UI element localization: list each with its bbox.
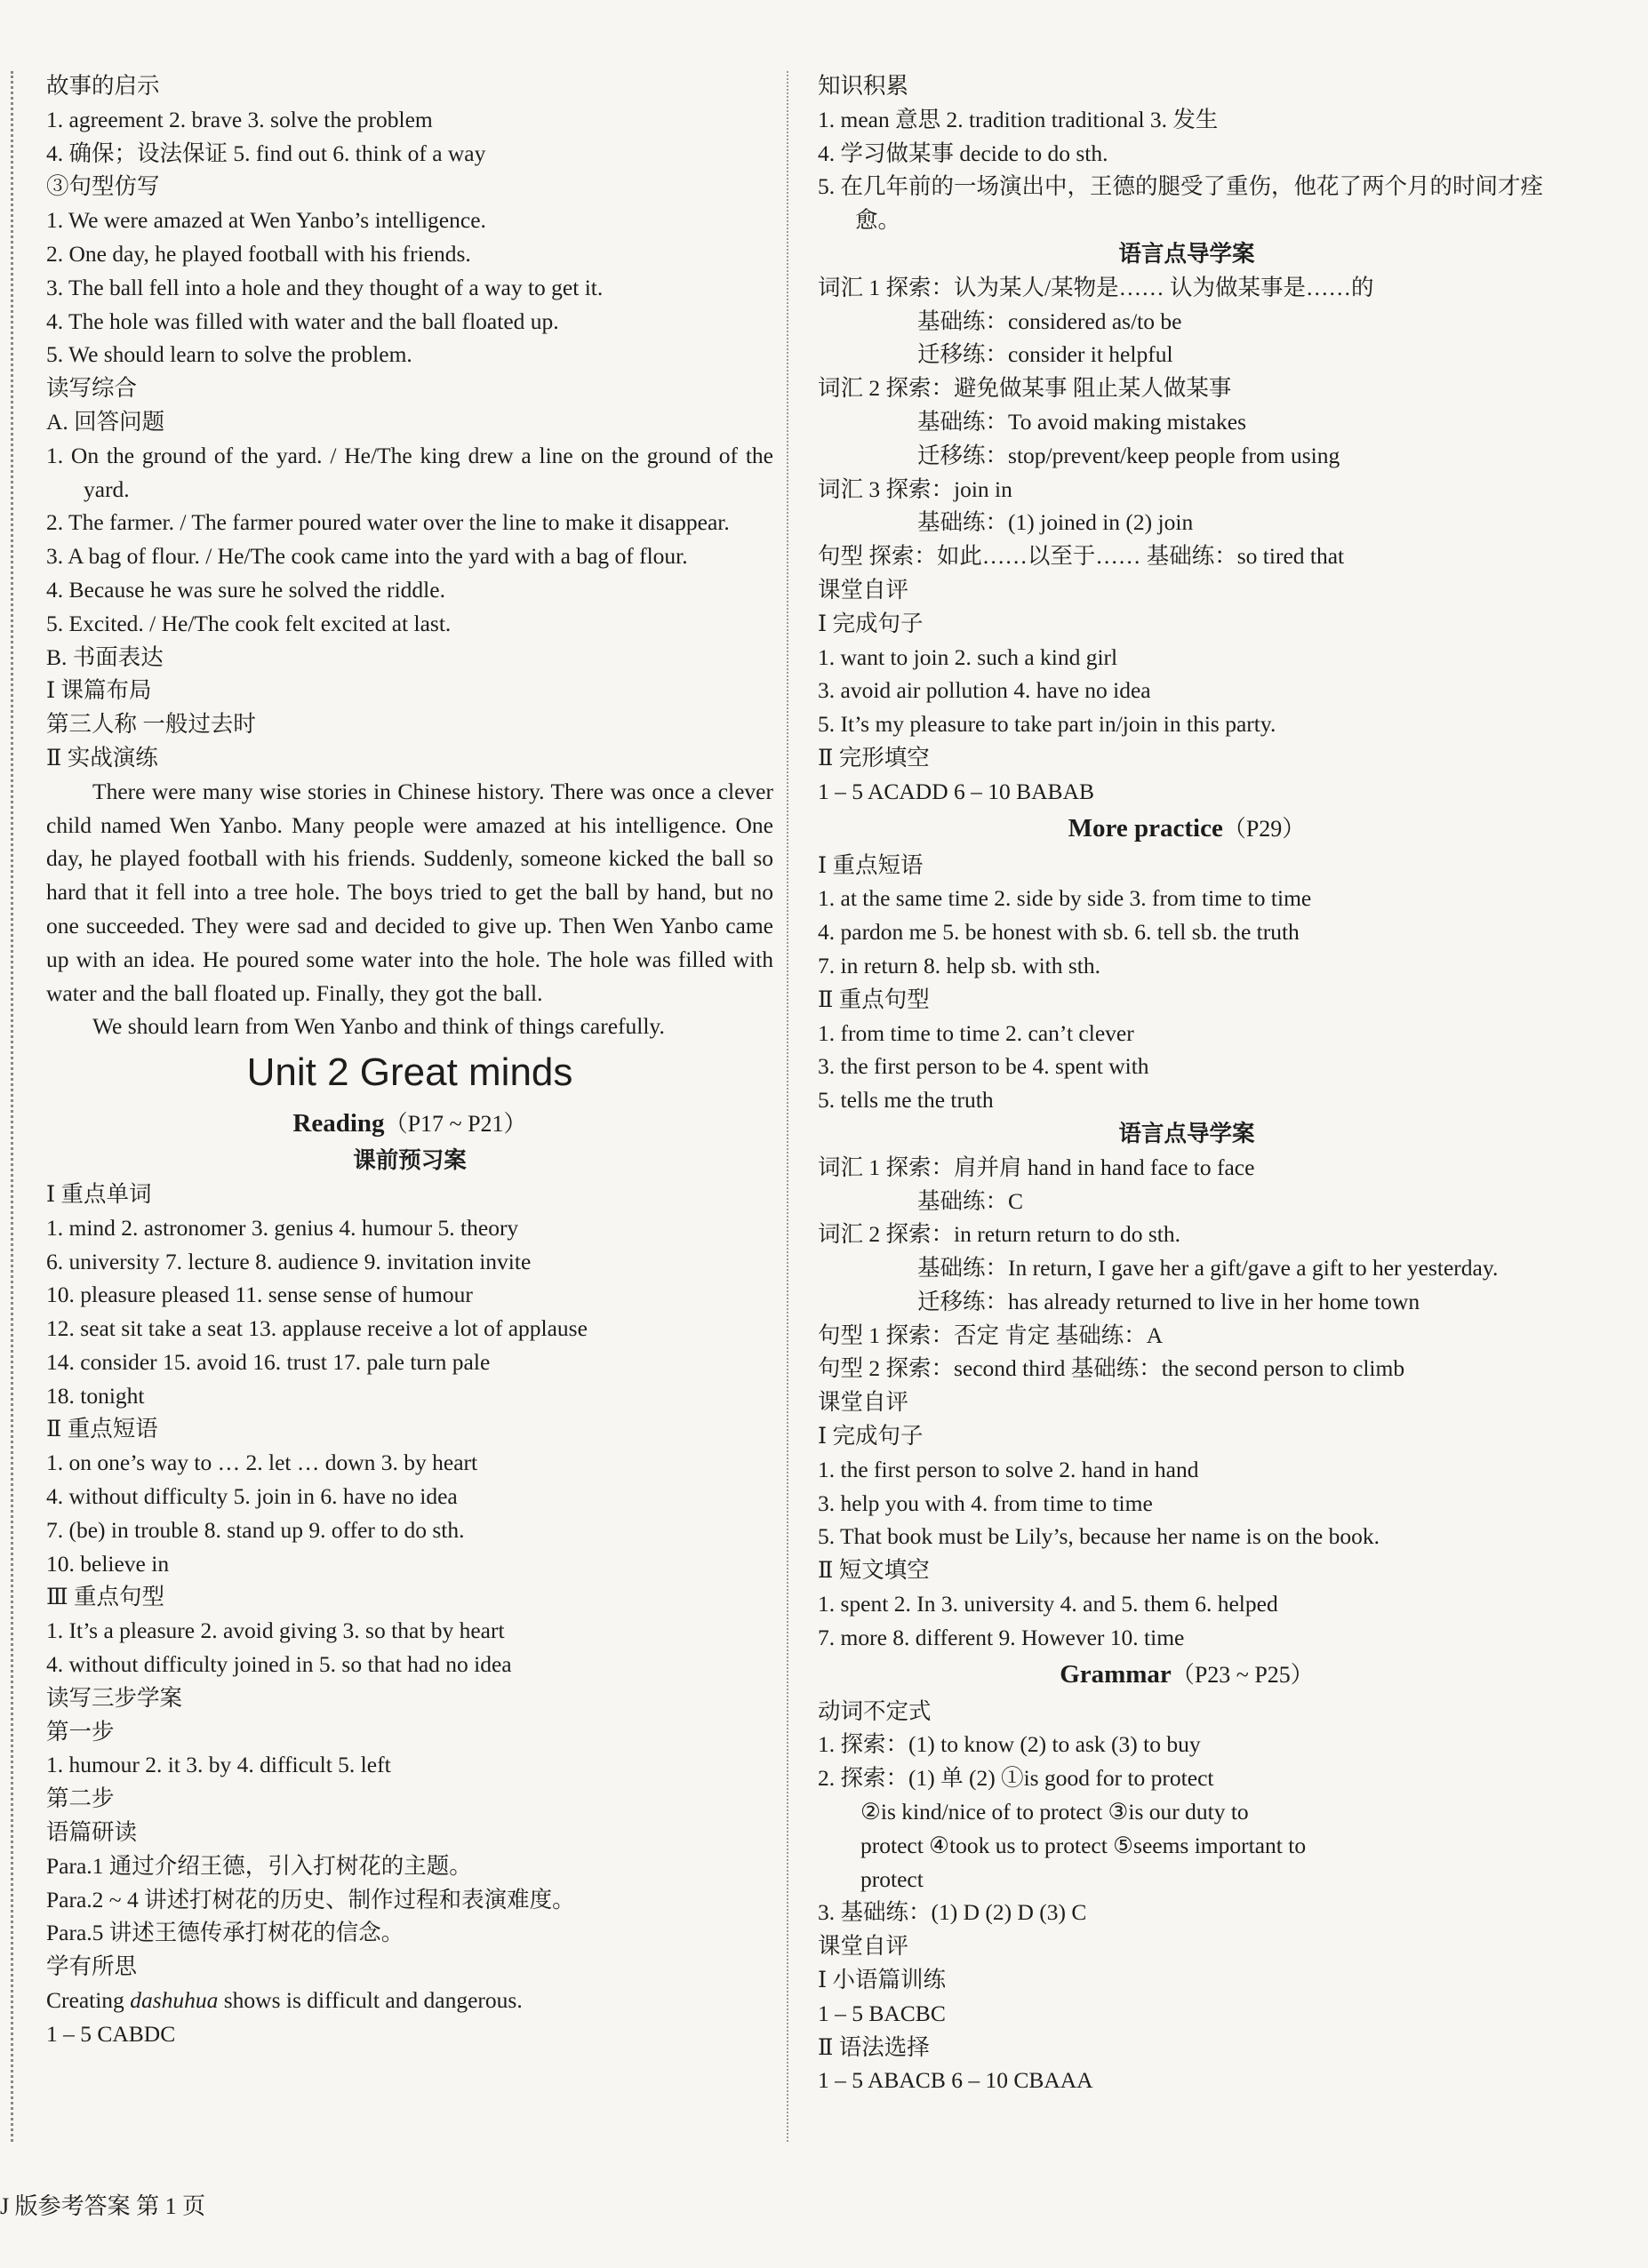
answer-line: 1. agreement 2. brave 3. solve the problem [46, 106, 433, 132]
answer-line: 4. 学习做某事 decide to do sth. [818, 140, 1108, 166]
grammar-pages: （P23 ~ P25） [1171, 1661, 1314, 1688]
answer-line: Para.2 ~ 4 讲述打树花的历史、制作过程和表演难度。 [46, 1886, 575, 1913]
binding-spine [11, 71, 29, 2142]
answer-line: 7. in return 8. help sb. with sth. [818, 952, 1101, 978]
practice-heading: Ⅱ 实战演练 [46, 744, 158, 771]
answer-line: 10. believe in [46, 1550, 170, 1577]
answer-text: shows is difficult and dangerous. [218, 1987, 523, 2014]
answer-line: 1. On the ground of the yard. / He/The king drew a line on the ground of the yard. [46, 442, 773, 502]
answer-line: 1. want to join 2. such a kind girl [818, 643, 1118, 670]
answer-line: 迁移练：has already returned to live in her home town [917, 1288, 1420, 1314]
answer-line: 1 – 5 ABACB 6 – 10 CBAAA [818, 2067, 1093, 2094]
answer-line: 基础练：To avoid making mistakes [917, 408, 1247, 435]
answer-line: 1. the first person to solve 2. hand in hand [818, 1456, 1199, 1482]
infinitive-heading: 动词不定式 [818, 1697, 932, 1724]
language-guide-heading: 语言点导学案 [1118, 1120, 1255, 1146]
answer-line: ②is kind/nice of to protect ③is our duty to [860, 1799, 1249, 1825]
answer-line: Para.5 讲述王德传承打树花的信念。 [46, 1920, 404, 1946]
answer-line: 基础练：C [917, 1187, 1024, 1214]
step-one-heading: 第一步 [46, 1718, 115, 1745]
grammar-heading [818, 1655, 1556, 1695]
answer-line: 6. university 7. lecture 8. audience 9. invitation invite [46, 1248, 532, 1274]
answer-line: 2. 探索：(1) 单 (2) ①is good for to protect [818, 1765, 1214, 1792]
answer-line: 1. mean 意思 2. tradition traditional 3. 发生 [818, 106, 1219, 132]
answer-line: 5. tells me the truth [818, 1087, 994, 1114]
answer-line: 句型 2 探索：second third 基础练：the second person to climb [818, 1355, 1405, 1382]
answer-line: 5. That book must be Lily’s, because her name is on the book. [818, 1523, 1380, 1550]
answer-line: 1. on one’s way to … 2. let … down 3. by heart [46, 1449, 478, 1476]
answer-line: 3. The ball fell into a hole and they thought of a way to get it. [46, 274, 604, 300]
layout-heading: Ⅰ 课篇布局 [46, 677, 152, 704]
answer-line: 7. (be) in trouble 8. stand up 9. offer to do sth. [46, 1516, 465, 1543]
complete-sentences-heading: Ⅰ 完成句子 [818, 610, 924, 636]
answer-line: 1 – 5 CABDC [46, 2020, 176, 2047]
answer-line: 词汇 2 探索：避免做某事 阻止某人做某事 [818, 375, 1232, 402]
answer-line: 1. at the same time 2. side by side 3. from time to time [818, 885, 1312, 912]
answer-line: Para.1 通过介绍王德，引入打树花的主题。 [46, 1852, 472, 1879]
language-guide-heading: 语言点导学案 [1118, 240, 1255, 267]
mini-passage-heading: Ⅰ 小语篇训练 [818, 1967, 946, 1993]
more-practice-title: More practice [1068, 813, 1223, 843]
answer-line: 第三人称 一般过去时 [46, 711, 256, 738]
answer-line: 迁移练：stop/prevent/keep people from using [917, 442, 1340, 468]
answer-line: 1. mind 2. astronomer 3. genius 4. humour 5. theory [46, 1214, 519, 1241]
grammar-title: Grammar [1060, 1659, 1172, 1689]
self-eval-heading: 课堂自评 [818, 1933, 909, 1960]
column-divider [787, 71, 788, 2142]
answer-line [46, 1984, 773, 2017]
answer-line: 4. 确保；设法保证 5. find out 6. think of a way [46, 140, 486, 166]
key-words-heading: Ⅰ 重点单词 [46, 1180, 152, 1207]
italic-term: dashuhua [130, 1987, 219, 2014]
grammar-choice-heading: Ⅱ 语法选择 [818, 2033, 930, 2060]
key-sentences-heading: Ⅱ 重点句型 [818, 986, 930, 1012]
key-phrases-heading: Ⅰ 重点短语 [818, 851, 924, 878]
answer-line: protect [860, 1865, 924, 1892]
answer-line: 3. avoid air pollution 4. have no idea [818, 677, 1151, 704]
read-write-heading: 读写综合 [46, 375, 138, 402]
cloze-heading: Ⅱ 完形填空 [818, 744, 930, 771]
essay-paragraph: There were many wise stories in Chinese history. There was once a clever child named Wen Yanbo. Many people were amazed at his intelligence. One day, he played football with his friends. Suddenly, someone kicked the ball so hard that it fell into a tree hole. The boys tried to get the ball by hand, but no one succeeded. They were sad and decided to give up. Then Wen Yanbo came up with an idea. He poured some water into the hole. The hole was filled with water and the ball floated up. Finally, they got the ball. [46, 778, 773, 1006]
more-practice-heading [818, 809, 1556, 849]
answer-line: 2. The farmer. / The farmer poured water over the line to make it disappear. [46, 509, 730, 536]
step-two-heading: 第二步 [46, 1785, 115, 1812]
answer-line: 基础练：considered as/to be [917, 307, 1182, 334]
answer-line: 7. more 8. different 9. However 10. time [818, 1624, 1185, 1650]
answer-line: 1. 探索：(1) to know (2) to ask (3) to buy [818, 1731, 1201, 1758]
self-eval-heading: 课堂自评 [818, 576, 909, 603]
preview-heading: 课前预习案 [353, 1147, 467, 1174]
reading-pages: （P17 ~ P21） [384, 1111, 527, 1138]
answer-line: 2. One day, he played football with his friends. [46, 240, 471, 267]
answer-line: 5. 在几年前的一场演出中，王德的腿受了重伤，他花了两个月的时间才痊愈。 [818, 173, 1544, 234]
answer-line: 18. tonight [46, 1382, 145, 1409]
answer-line: 4. without difficulty joined in 5. so that had no idea [46, 1651, 512, 1678]
knowledge-heading: 知识积累 [818, 73, 909, 99]
reading-title: Reading [292, 1109, 385, 1138]
answer-line: 1. spent 2. In 3. university 4. and 5. them 6. helped [818, 1591, 1278, 1617]
answer-line: 4. without difficulty 5. join in 6. have no idea [46, 1483, 458, 1510]
page-footer: J 版参考答案 第 1 页 [0, 2193, 206, 2219]
answer-line: 迁移练：consider it helpful [917, 341, 1173, 368]
answer-line: 句型 1 探索：否定 肯定 基础练：A [818, 1322, 1164, 1348]
answer-line: 10. pleasure pleased 11. sense sense of humour [46, 1282, 473, 1308]
answer-line: 1. from time to time 2. can’t clever [818, 1019, 1134, 1046]
answer-line: 4. pardon me 5. be honest with sb. 6. tell sb. the truth [818, 919, 1300, 946]
answer-line: 5. We should learn to solve the problem. [46, 341, 412, 368]
answer-line: 1. It’s a pleasure 2. avoid giving 3. so that by heart [46, 1617, 505, 1644]
reading-section-heading [46, 1104, 773, 1144]
key-sentences-heading: Ⅲ 重点句型 [46, 1584, 164, 1610]
text-study-heading: 语篇研读 [46, 1819, 138, 1846]
answer-line: 5. It’s my pleasure to take part in/join in this party. [818, 711, 1276, 738]
story-lesson-heading: 故事的启示 [46, 73, 160, 99]
answer-line: protect ④took us to protect ⑤seems important to [860, 1832, 1307, 1858]
answer-line: 3. 基础练：(1) D (2) D (3) C [818, 1899, 1087, 1926]
three-step-heading: 读写三步学案 [46, 1684, 183, 1711]
section-a-heading: A. 回答问题 [46, 408, 165, 435]
complete-sentences-heading: Ⅰ 完成句子 [818, 1423, 924, 1449]
answer-line: 14. consider 15. avoid 16. trust 17. pale turn pale [46, 1348, 491, 1375]
self-eval-heading: 课堂自评 [818, 1389, 909, 1416]
answer-line: 3. the first person to be 4. spent with [818, 1053, 1149, 1080]
right-column [818, 69, 1556, 2097]
answer-line: 1 – 5 ACADD 6 – 10 BABAB [818, 778, 1094, 804]
reflection-heading: 学有所思 [46, 1953, 138, 1980]
answer-line: 词汇 2 探索：in return return to do sth. [818, 1221, 1180, 1248]
answer-line: 词汇 3 探索：join in [818, 475, 1012, 502]
answer-line: 句型 探索：如此……以至于…… 基础练：so tired that [818, 543, 1345, 570]
key-phrases-heading: Ⅱ 重点短语 [46, 1416, 158, 1442]
essay-paragraph: We should learn from Wen Yanbo and think of things carefully. [92, 1013, 665, 1040]
answer-line: 基础练：In return, I gave her a gift/gave a gift to her yesterday. [917, 1255, 1499, 1282]
answer-text: Creating [46, 1987, 131, 2014]
more-practice-pages: （P29） [1222, 815, 1306, 842]
answer-line: 3. A bag of flour. / He/The cook came into the yard with a bag of flour. [46, 543, 688, 570]
answer-line: 5. Excited. / He/The cook felt excited at last. [46, 610, 452, 636]
answer-line: 基础练：(1) joined in (2) join [917, 509, 1194, 536]
answer-line: 12. seat sit take a seat 13. applause receive a lot of applause [46, 1315, 588, 1342]
unit-title: Unit 2 Great minds [246, 1050, 573, 1095]
answer-line: 词汇 1 探索：认为某人/某物是…… 认为做某事是……的 [818, 274, 1374, 300]
answer-line: 4. Because he was sure he solved the riddle. [46, 576, 445, 603]
answer-line: 词汇 1 探索：肩并肩 hand in hand face to face [818, 1154, 1255, 1180]
answer-line: 3. help you with 4. from time to time [818, 1489, 1153, 1516]
answer-line: 4. The hole was filled with water and the ball floated up. [46, 307, 559, 334]
section-b-heading: B. 书面表达 [46, 643, 164, 670]
passage-fill-heading: Ⅱ 短文填空 [818, 1557, 930, 1584]
answer-line: 1. We were amazed at Wen Yanbo’s intelligence. [46, 207, 486, 234]
answer-line: 1. humour 2. it 3. by 4. difficult 5. left [46, 1752, 391, 1778]
sentence-imitation-heading: ③句型仿写 [46, 173, 160, 200]
answer-line: 1 – 5 BACBC [818, 2000, 946, 2026]
left-column [46, 69, 773, 2051]
